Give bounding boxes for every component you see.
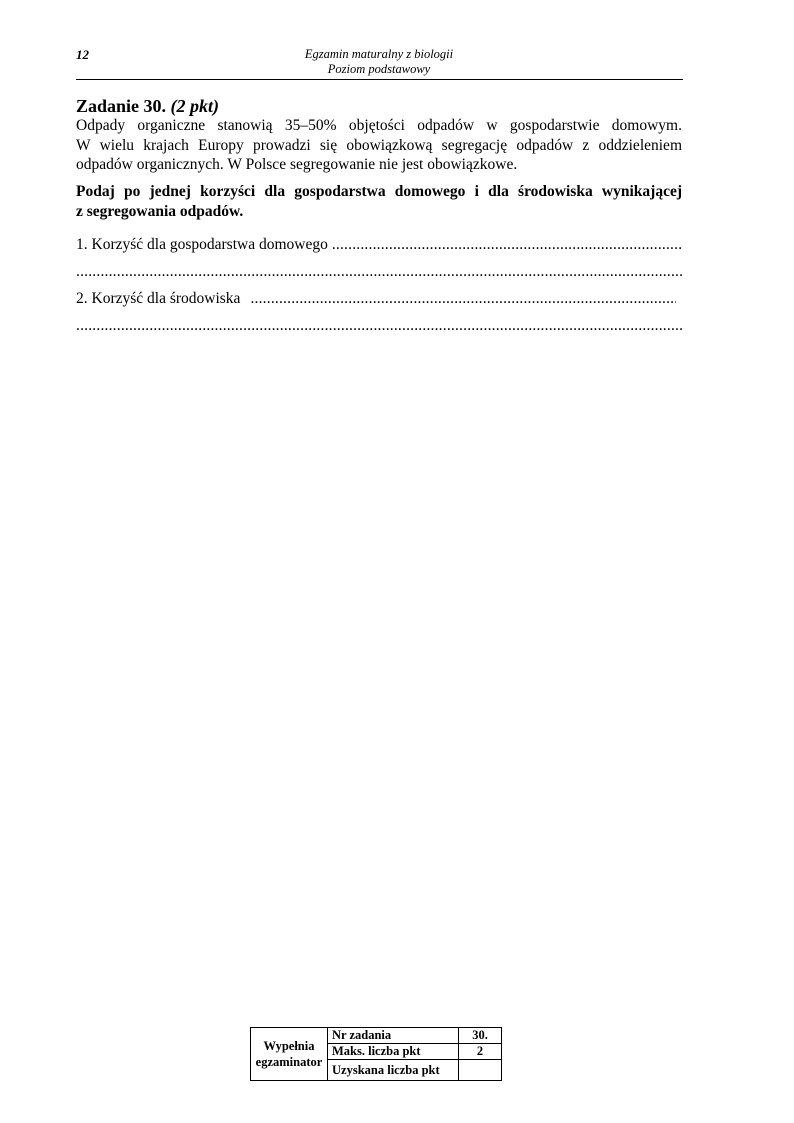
answer-2-dots-line-2[interactable] <box>76 316 682 335</box>
task-number-label: Nr zadania <box>328 1028 459 1044</box>
header-divider <box>76 79 683 80</box>
answer-1-continuation[interactable] <box>76 262 682 281</box>
exam-title: Egzamin maturalny z biologii <box>304 47 454 61</box>
obtained-points-value[interactable] <box>459 1060 502 1081</box>
instruction-line: z segregowania odpadów. <box>76 203 244 220</box>
answer-2-label: 2. Korzyść dla środowiska <box>76 290 241 307</box>
task-intro <box>76 116 682 175</box>
page-number: 12 <box>76 47 89 62</box>
intro-line: W wielu krajach Europy prowadzi się obowiązkową segregację odpadów z oddzieleniem <box>76 136 682 154</box>
task-number-value: 30. <box>459 1028 502 1044</box>
answer-1-line[interactable] <box>76 235 682 254</box>
exam-level: Poziom podstawowy <box>327 62 431 76</box>
instruction-line: Podaj po jednej korzyści dla gospodarstwa domowego i dla środowiska wynikającej <box>76 183 682 200</box>
page-header <box>76 47 682 77</box>
max-points-value: 2 <box>459 1044 502 1060</box>
answer-1-dots[interactable] <box>332 235 682 254</box>
obtained-points-label: Uzyskana liczba pkt <box>328 1060 459 1081</box>
grading-table <box>250 1027 502 1081</box>
answer-2-continuation[interactable] <box>76 316 682 335</box>
task-points: (2 pkt) <box>170 96 220 116</box>
intro-line: Odpady organiczne stanowią 35–50% objętości odpadów w gospodarstwie domowym. <box>76 117 682 134</box>
task-instruction <box>76 182 682 222</box>
answer-1-label: 1. Korzyść dla gospodarstwa domowego <box>76 236 328 253</box>
intro-line: odpadów organicznych. W Polsce segregowanie nie jest obowiązkowe. <box>76 156 518 173</box>
answer-1-dots-line-2[interactable] <box>76 262 682 281</box>
max-points-label: Maks. liczba pkt <box>328 1044 459 1060</box>
answer-2-line[interactable] <box>76 289 676 308</box>
task-number: Zadanie 30. <box>76 96 167 116</box>
answer-2-dots[interactable] <box>250 289 676 308</box>
task-title <box>76 95 219 117</box>
filled-by-examiner: Wypełnia egzaminator <box>251 1028 328 1081</box>
